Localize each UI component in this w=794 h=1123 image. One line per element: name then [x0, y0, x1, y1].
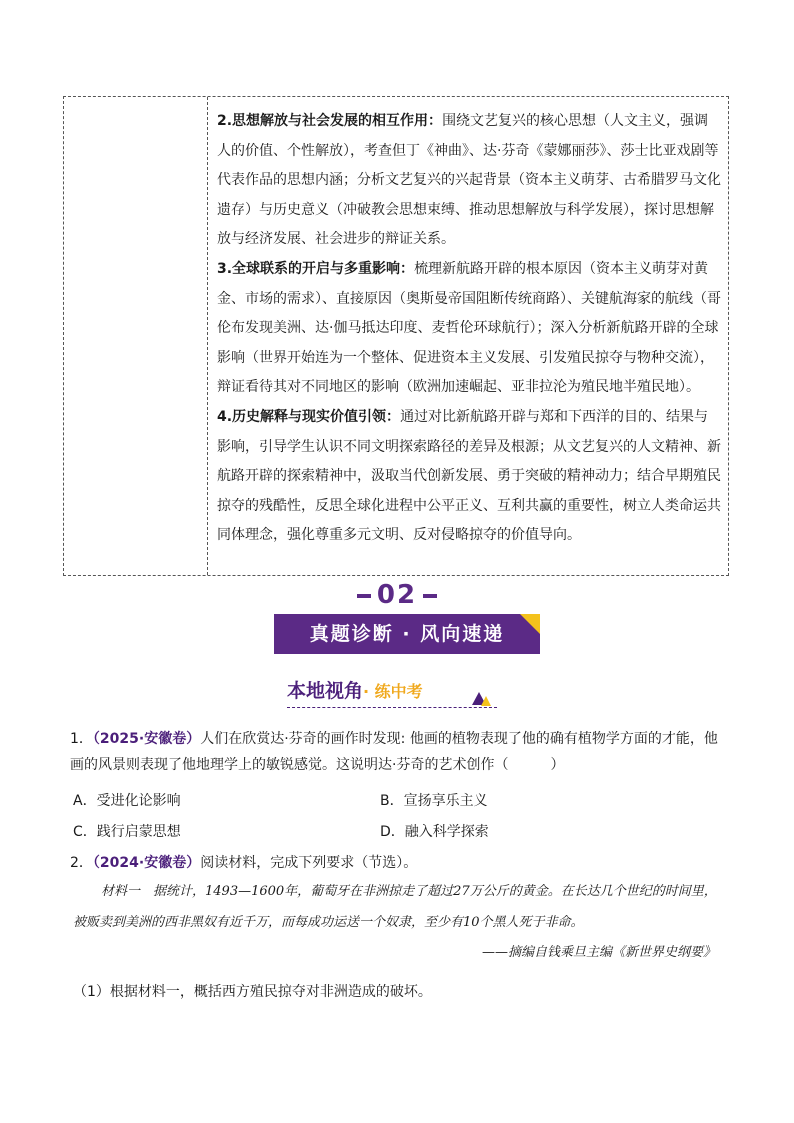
question-1-line1: 人们在欣赏达·芬奇的画作时发现: 他画的植物表现了他的确有植物学方面的才能，他	[200, 731, 718, 747]
triangle-accent-icon	[481, 696, 491, 706]
question-2-sub-1: （1）根据材料一，概括西方殖民掠夺对非洲造成的破坏。	[73, 984, 432, 1000]
banner-title: 真题诊断 · 风向速递	[309, 623, 505, 645]
section-banner	[274, 614, 540, 654]
question-1-line2: 画的风景则表现了他地理学上的敏锐感觉。这说明达·芬奇的艺术创作（ ）	[70, 757, 565, 773]
question-2-text: 阅读材料，完成下列要求（节选）。	[200, 855, 418, 871]
point-4-text: 通过对比新航路开辟与郑和下西洋的目的、结果与影响，引导学生认识不同文明探索路径的差异及根源；从文艺复兴的人文精神、新航路开辟的探索精神中，汲取当代创新发展、勇于突破的精神动力；结合早期殖民掠夺的残酷性，反思全球化进程中公平正义、互利共赢的重要性，树立人类命运共同体理念，强化尊重多元文明、反对侵略掠夺的价值导向。	[217, 408, 721, 544]
question-1-number: 1．	[70, 731, 93, 747]
option-a: A．受进化论影响	[73, 793, 181, 809]
material-citation: ——摘编自钱乘旦主编《新世界史纲要》	[481, 945, 716, 960]
point-4	[217, 403, 722, 551]
subsection-heading-main: 本地视角	[287, 680, 364, 702]
question-1-source: （2025·安徽卷）	[92, 731, 201, 747]
subsection-underline	[287, 707, 497, 708]
point-3-title: 3.全球联系的开启与多重影响：	[217, 260, 415, 277]
material-one: 材料一 据统计，1493—1600年，葡萄牙在非洲掠走了超过27万公斤的黄金。在长达几个世纪的时间里，被贩卖到美洲的西非黑奴有近千万，而每成功运送一个奴隶，至少有10个黑人死于非命。	[73, 884, 717, 930]
dash-right	[423, 594, 437, 598]
option-c: C．践行启蒙思想	[73, 824, 181, 840]
point-3	[217, 255, 722, 403]
subsection-heading	[287, 676, 423, 706]
section-number	[0, 580, 794, 610]
question-1-stem	[70, 726, 730, 778]
content-table	[63, 96, 729, 576]
column-divider	[207, 97, 208, 575]
point-2	[217, 107, 722, 255]
option-d: D．融入科学探索	[380, 824, 489, 840]
table-cell-content	[217, 107, 722, 551]
point-3-text: 梳理新航路开辟的根本原因（资本主义萌芽对黄金、市场的需求）、直接原因（奥斯曼帝国阻断传统商路）、关键航海家的航线（哥伦布发现美洲、达·伽马抵达印度、麦哲伦环球航行）；深入分析新航路开辟的全球影响（世界开始连为一个整体、促进资本主义发展、引发殖民掠夺与物种交流），辩证看待其对不同地区的影响（欧洲加速崛起、亚非拉沦为殖民地半殖民地）。	[217, 260, 721, 396]
subsection-heading-accent: · 练中考	[363, 682, 423, 701]
question-2-number: 2．	[70, 855, 93, 871]
point-2-title: 2.思想解放与社会发展的相互作用：	[217, 113, 443, 129]
section-number-text: 02	[376, 580, 418, 610]
question-2-source: （2024·安徽卷）	[92, 855, 201, 871]
point-4-title: 4.历史解释与现实价值引领：	[217, 408, 401, 425]
question-2-stem	[70, 850, 730, 876]
point-2-text: 围绕文艺复兴的核心思想（人文主义，强调人的价值、个性解放），考查但丁《神曲》、达·芬奇《蒙娜丽莎》、莎士比亚戏剧等代表作品的思想内涵；分析文艺复兴的兴起背景（资本主义萌芽、古希腊罗马文化遗存）与历史意义（冲破教会思想束缚、推动思想解放与科学发展），探讨思想解放与经济发展、社会进步的辩证关系。	[217, 113, 721, 248]
option-b: B．宣扬享乐主义	[380, 793, 488, 809]
dash-left	[357, 594, 371, 598]
